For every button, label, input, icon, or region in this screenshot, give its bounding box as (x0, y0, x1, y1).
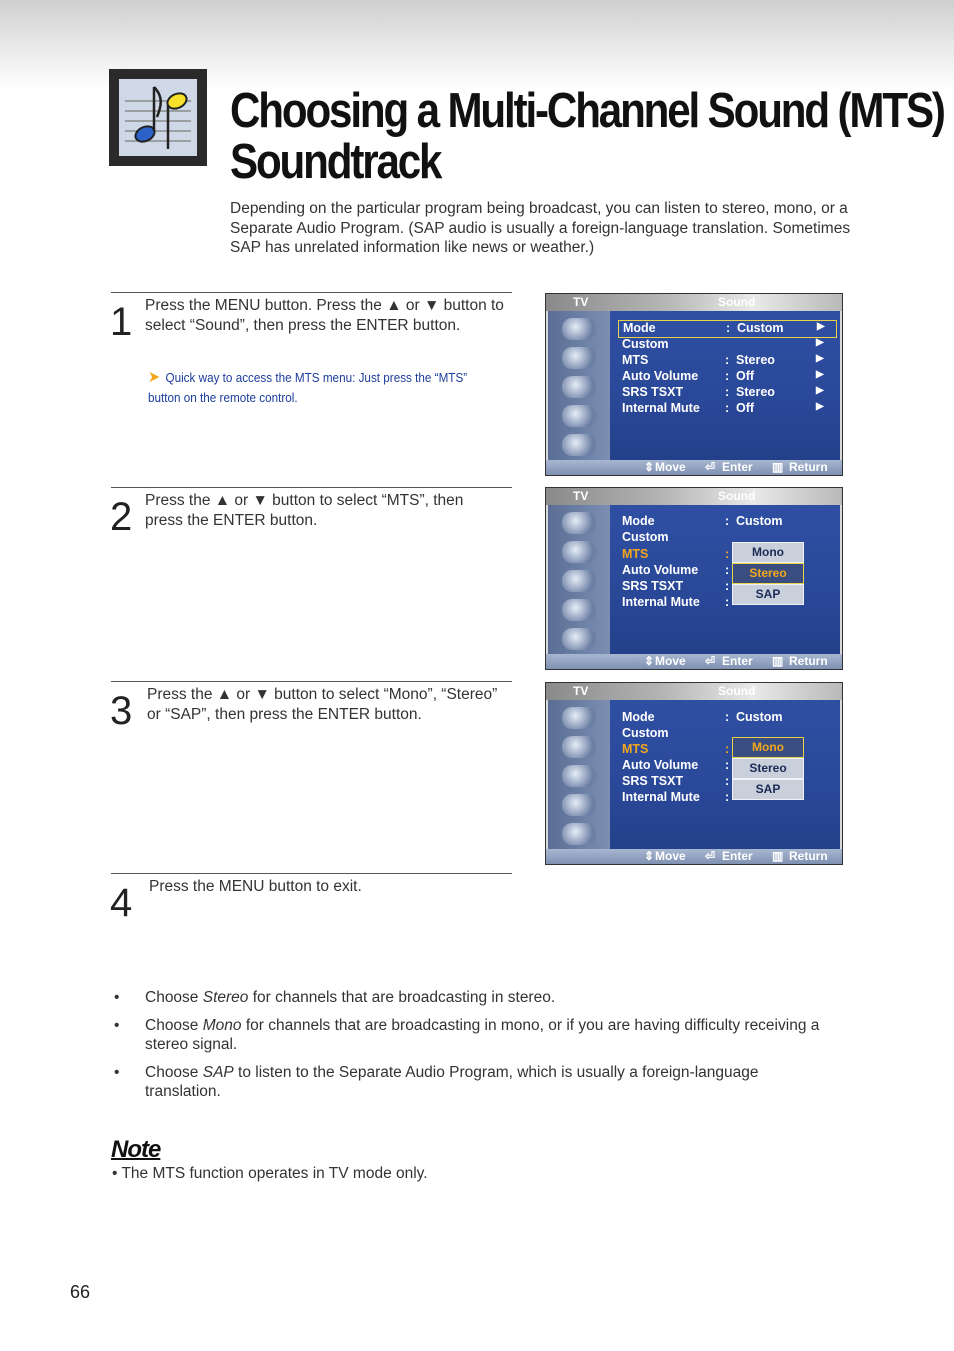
input-icon (562, 823, 596, 845)
picture-icon (562, 512, 596, 534)
osd-footer: ⇕ Move ⏎ Enter ▥ Return (546, 654, 842, 669)
step-text: Press the ▲ or ▼ button to select “MTS”, then press the ENTER button. (145, 492, 464, 529)
arrow-right-icon: ▶ (816, 369, 824, 380)
step-divider (111, 487, 512, 488)
list-item: • Choose Stereo for channels that are broadcasting in stereo. (114, 989, 556, 1006)
osd-row-internal-mute[interactable]: Internal Mute : (622, 595, 730, 609)
osd-row-internal-mute[interactable]: Internal Mute : (622, 790, 730, 804)
return-icon: ▥ (772, 460, 784, 474)
osd-option-mono[interactable]: Mono (732, 542, 804, 563)
enter-icon: ⏎ (705, 849, 716, 863)
arrow-right-icon: ▶ (816, 385, 824, 396)
osd-header: TV Sound (546, 294, 842, 311)
return-icon: ▥ (772, 654, 784, 668)
step-divider (111, 681, 512, 682)
osd-sidebar (548, 311, 610, 460)
osd-row-custom[interactable]: Custom (622, 530, 669, 544)
list-item: • Choose Mono for channels that are broadcasting in mono, or if you are having difficulty receiving a stereo signal. (114, 1016, 820, 1053)
channel-icon (562, 765, 596, 787)
step-number: 1 (110, 300, 133, 344)
note-text: • The MTS function operates in TV mode only. (112, 1165, 428, 1182)
osd-row-mts[interactable]: MTS : Stereo ▶ (622, 353, 824, 367)
step-divider (111, 873, 512, 874)
osd-row-srs-tsxt[interactable]: SRS TSXT : (622, 774, 730, 788)
osd-screen-mts-select (545, 487, 843, 670)
sound-icon (562, 736, 596, 758)
sound-icon (562, 347, 596, 369)
osd-footer: ⇕ Move ⏎ Enter ▥ Return (546, 849, 842, 864)
move-icon: ⇕ (644, 460, 655, 474)
move-icon: ⇕ (644, 654, 655, 668)
setup-icon (562, 794, 596, 816)
osd-row-auto-volume[interactable]: Auto Volume : (622, 758, 730, 772)
enter-icon: ⏎ (705, 654, 716, 668)
channel-icon (562, 376, 596, 398)
osd-sidebar (548, 700, 610, 849)
arrow-right-icon: ➤ (148, 369, 161, 386)
osd-option-sap[interactable]: SAP (732, 779, 804, 800)
return-icon: ▥ (772, 849, 784, 863)
osd-row-mode[interactable]: Mode : Custom (622, 514, 783, 528)
picture-icon (562, 707, 596, 729)
osd-option-sap[interactable]: SAP (732, 584, 804, 605)
osd-header: TV Sound (546, 683, 842, 700)
osd-row-custom[interactable]: Custom ▶ (622, 337, 824, 351)
step-text: Press the ▲ or ▼ button to select “Mono”, “Stereo” or “SAP”, then press the ENTER button. (147, 686, 498, 723)
osd-row-auto-volume[interactable]: Auto Volume : (622, 563, 730, 577)
arrow-right-icon: ▶ (816, 337, 824, 348)
osd-row-auto-volume[interactable]: Auto Volume : Off ▶ (622, 369, 824, 383)
setup-icon (562, 405, 596, 427)
osd-menu-panel (610, 311, 840, 460)
osd-row-srs-tsxt[interactable]: SRS TSXT : (622, 579, 730, 593)
sound-icon (562, 541, 596, 563)
step-number: 2 (110, 495, 133, 539)
step-number: 3 (110, 689, 133, 733)
arrow-right-icon: ▶ (817, 321, 825, 332)
list-item: • Choose SAP to listen to the Separate Audio Program, which is usually a foreign-language translation. (114, 1063, 759, 1100)
osd-screen-mts-mono (545, 682, 843, 865)
osd-menu-panel (610, 505, 840, 654)
osd-option-stereo[interactable]: Stereo (732, 758, 804, 779)
osd-row-mts[interactable]: MTS : (622, 742, 730, 756)
osd-row-mts[interactable]: MTS : (622, 547, 730, 561)
osd-sidebar (548, 505, 610, 654)
osd-row-custom[interactable]: Custom (622, 726, 669, 740)
arrow-right-icon: ▶ (816, 353, 824, 364)
osd-row-internal-mute[interactable]: Internal Mute : Off ▶ (622, 401, 824, 415)
setup-icon (562, 599, 596, 621)
page-number: 66 (70, 1282, 91, 1302)
osd-footer: ⇕ Move ⏎ Enter ▥ Return (546, 460, 842, 475)
note-heading: Note (111, 1136, 161, 1163)
picture-icon (562, 318, 596, 340)
music-note-icon (109, 69, 207, 166)
osd-row-mode[interactable]: Mode : Custom ▶ (618, 320, 837, 338)
channel-icon (562, 570, 596, 592)
osd-option-stereo[interactable]: Stereo (732, 563, 804, 584)
intro-paragraph: Depending on the particular program being broadcast, you can listen to stereo, mono, or a Separate Audio Program. (SAP audio is usually a foreign-language translation. Sometimes SAP has unrelated information like news or weather.) (230, 200, 851, 256)
step-text: Press the MENU button. Press the ▲ or ▼ button to select “Sound”, then press the ENTER button. (145, 297, 504, 334)
step-text: Press the MENU button to exit. (149, 878, 362, 895)
move-icon: ⇕ (644, 849, 655, 863)
step-divider (111, 292, 512, 293)
osd-header: TV Sound (546, 488, 842, 505)
input-icon (562, 434, 596, 456)
osd-row-mode[interactable]: Mode : Custom (622, 710, 783, 724)
osd-option-mono[interactable]: Mono (732, 737, 804, 758)
tip-note: ➤ Quick way to access the MTS menu: Just press the “MTS” button on the remote control. (148, 369, 468, 405)
step-number: 4 (110, 881, 133, 925)
arrow-right-icon: ▶ (816, 401, 824, 412)
osd-row-srs-tsxt[interactable]: SRS TSXT : Stereo ▶ (622, 385, 824, 399)
bullet-list (114, 988, 834, 1102)
enter-icon: ⏎ (705, 460, 716, 474)
input-icon (562, 628, 596, 650)
osd-menu-panel (610, 700, 840, 849)
page-title: Choosing a Multi-Channel Sound (MTS) Soundtrack (230, 84, 944, 189)
osd-screen-sound-menu (545, 293, 843, 476)
